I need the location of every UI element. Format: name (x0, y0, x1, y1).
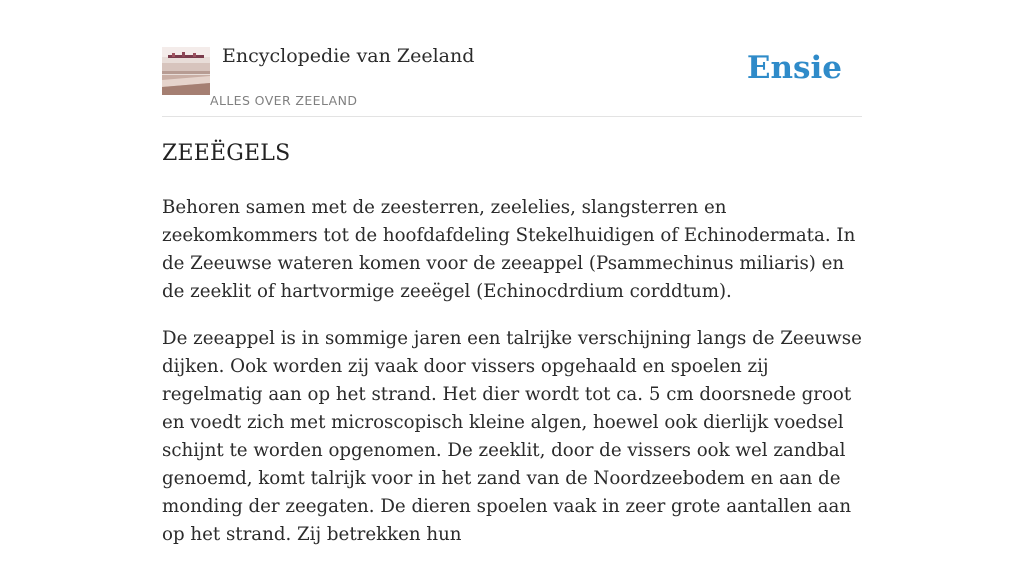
article-title: ZEEËGELS (162, 141, 291, 166)
site-header (162, 0, 862, 117)
site-subtitle: ALLES OVER ZEELAND (210, 93, 358, 108)
site-title[interactable]: Encyclopedie van Zeeland (222, 45, 475, 67)
site-logo-image (162, 47, 210, 95)
article-paragraph: De zeeappel is in sommige jaren een talrijke verschijning langs de Zeeuwse dijken. Ook worden zij vaak door vissers opgehaald en spoelen zij regelmatig aan op het strand. Het dier wordt tot ca. 5 cm doorsnede groot en voedt zich met microscopisch kleine algen, hoewel ook dierlijk voedsel schijnt te worden opgenomen. De zeeklit, door de vissers ook wel zandbal genoemd, komt talrijk voor in het zand van de Noordzeebodem en aan de monding der zeegaten. De dieren spoelen vaak in zeer grote aantallen aan op het strand. Zij betrekken hun (162, 328, 862, 545)
article-paragraph: Behoren samen met de zeesterren, zeelelies, slangsterren en zeekomkommers tot de hoofdafdeling Stekelhuidigen of Echinodermata. In de Zeeuwse wateren komen voor de zeeappel (Psammechinus miliaris) en de zeeklit of hartvormige zeeëgel (Echinocdrdium corddtum). (162, 197, 856, 302)
article (162, 136, 862, 568)
ensie-brand-logo[interactable]: Ensie (746, 50, 842, 86)
site-logo-avatar[interactable] (162, 47, 210, 95)
